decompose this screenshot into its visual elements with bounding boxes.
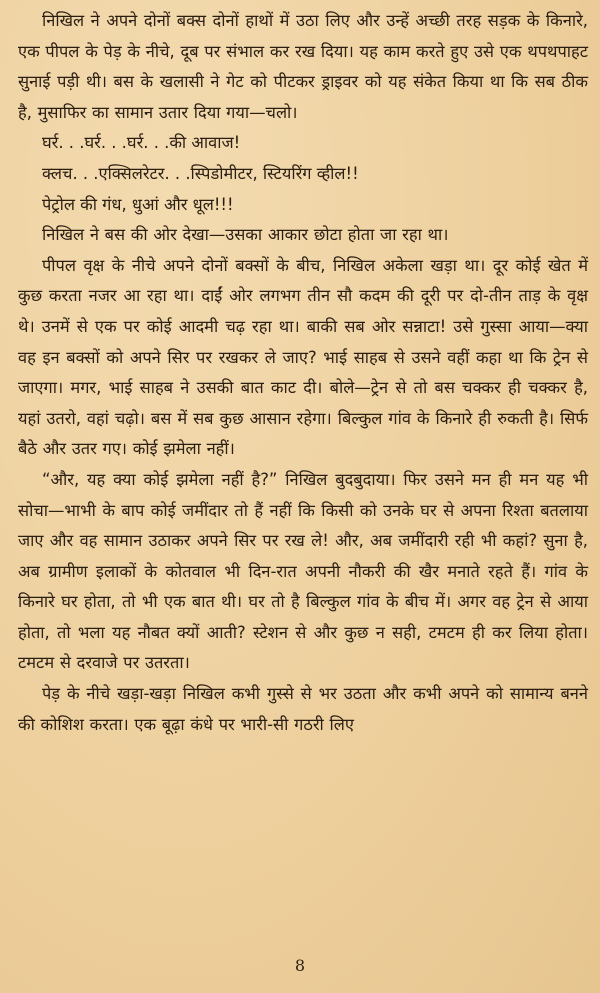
page-number: 8 [294,956,306,975]
sound-line: घर्र. . .घर्र. . .घर्र. . .की आवाज! [42,133,241,153]
paragraph-5: पेड़ के नीचे खड़ा-खड़ा निखिल कभी गुस्से से भर उठता और कभी अपने को सामान्य बनने की कोशिश करता। एक बूढ़ा कंधे पर भारी-सी गठरी लिए [18,684,588,734]
paragraph-1: निखिल ने अपने दोनों बक्स दोनों हाथों में उठा लिए और उन्हें अच्छी तरह सड़क के किनारे, एक पीपल के पेड़ के नीचे, दूब पर संभाल कर रख दिया। यह काम करते हुए उसे एक थपथपाहट सुनाई पड़ी थी। बस के खलासी ने गेट को पीटकर ड्राइवर को यह संकेत किया था कि सब ठीक है, मुसाफिर का सामान उतार दिया गया—चलो। [18,11,588,122]
vehicle-parts-line: क्लच. . .एक्सिलरेटर. . .स्पिडोमीटर, स्टियरिंग व्हील!! [42,163,359,183]
paragraph-3: पीपल वृक्ष के नीचे अपने दोनों बक्सों के बीच, निखिल अकेला खड़ा था। दूर कोई खेत में कुछ करता नजर आ रहा था। दाईं ओर लगभग तीन सौ कदम की दूरी पर दो-तीन ताड़ के वृक्ष थे। उनमें से एक पर कोई आदमी चढ़ रहा था। बाकी सब ओर सन्नाटा! उसे गुस्सा आया—क्या वह इन बक्सों को अपने सिर पर रखकर ले जाए? भाई साहब से उसने वहीं कहा था कि ट्रेन से जाएगा। मगर, भाई साहब ने उसकी बात काट दी। बोले—ट्रेन से तो बस चक्कर ही चक्कर है, यहां उतरो, वहां चढ़ो। बस में सब कुछ आसान रहेगा। बिल्कुल गांव के किनारे ही रुकती है। सिर्फ बैठे और उतर गए। कोई झमेला नहीं। [18,255,588,459]
book-page [18,6,588,740]
paragraph-2: निखिल ने बस की ओर देखा—उसका आकार छोटा होता जा रहा था। [42,225,449,245]
smell-line: पेट्रोल की गंध, धुआं और धूल!!! [42,194,234,214]
paragraph-4: “और, यह क्या कोई झमेला नहीं है?” निखिल बुदबुदाया। फिर उसने मन ही मन यह भी सोचा—भाभी के बाप कोई जमींदार तो हैं नहीं कि किसी को उनके घर से अपना रिश्ता बतलाया जाए और वह सामान उठाकर अपने सिर पर रख ले! और, अब जमींदारी रही भी कहां? सुना है, अब ग्रामीण इलाकों के कोतवाल भी दिन-रात अपनी नौकरी की खैर मनाते रहते हैं। गांव के किनारे घर होता, तो भी एक बात थी। घर तो है बिल्कुल गांव के बीच में। अगर वह ट्रेन से आया होता, तो भला यह नौबत क्यों आती? स्टेशन से और कुछ न सही, टमटम ही कर लिया होता। टमटम से दरवाजे पर उतरता। [18,469,588,673]
